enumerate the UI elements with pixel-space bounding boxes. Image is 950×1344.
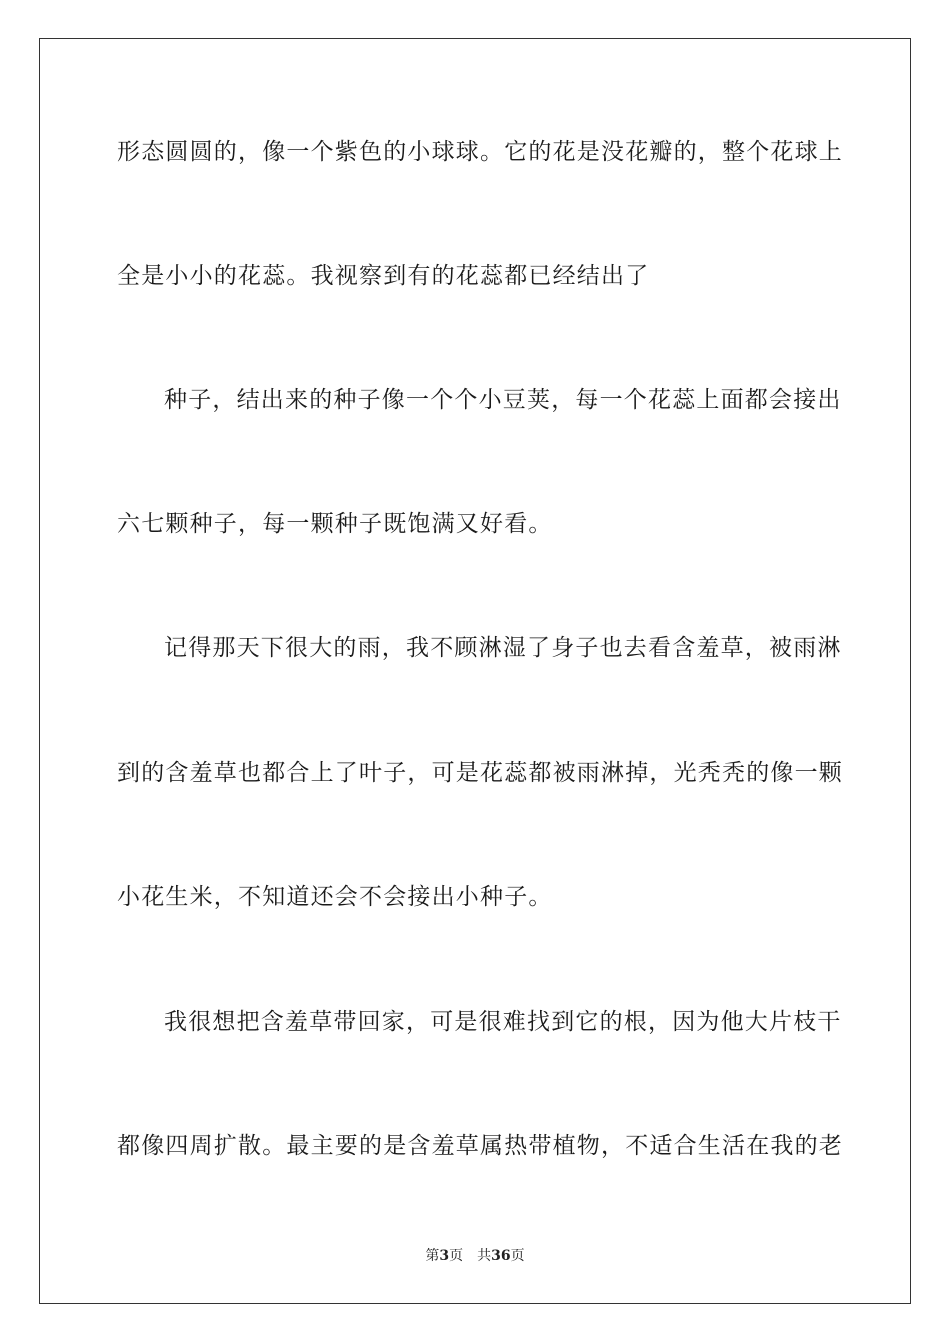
page-prefix: 第 <box>425 1248 440 1264</box>
paragraph-line: 种子，结出来的种子像一个个小豆荚，每一个花蕊上面都会接出 <box>164 387 842 413</box>
page-border <box>39 38 911 1304</box>
page-suffix: 页 <box>449 1248 464 1264</box>
paragraph-line: 我很想把含羞草带回家，可是很难找到它的根，因为他大片枝干 <box>164 1009 842 1035</box>
page-footer <box>0 1246 950 1266</box>
paragraph-line: 到的含羞草也都合上了叶子，可是花蕊都被雨淋掉，光秃秃的像一颗 <box>117 760 843 786</box>
paragraph-line: 小花生米，不知道还会不会接出小种子。 <box>117 884 553 910</box>
paragraph-line: 形态圆圆的，像一个紫色的小球球。它的花是没花瓣的，整个花球上 <box>117 139 843 165</box>
paragraph-line: 记得那天下很大的雨，我不顾淋湿了身子也去看含羞草，被雨淋 <box>164 635 842 661</box>
paragraph-line: 六七颗种子，每一颗种子既饱满又好看。 <box>117 511 553 537</box>
page-number: 3 <box>439 1248 450 1264</box>
paragraph-line: 都像四周扩散。最主要的是含羞草属热带植物，不适合生活在我的老 <box>117 1133 843 1159</box>
paragraph-line: 全是小小的花蕊。我视察到有的花蕊都已经结出了 <box>117 263 650 289</box>
total-suffix: 页 <box>510 1248 525 1264</box>
total-prefix: 共 <box>477 1248 492 1264</box>
total-pages: 36 <box>491 1248 511 1264</box>
